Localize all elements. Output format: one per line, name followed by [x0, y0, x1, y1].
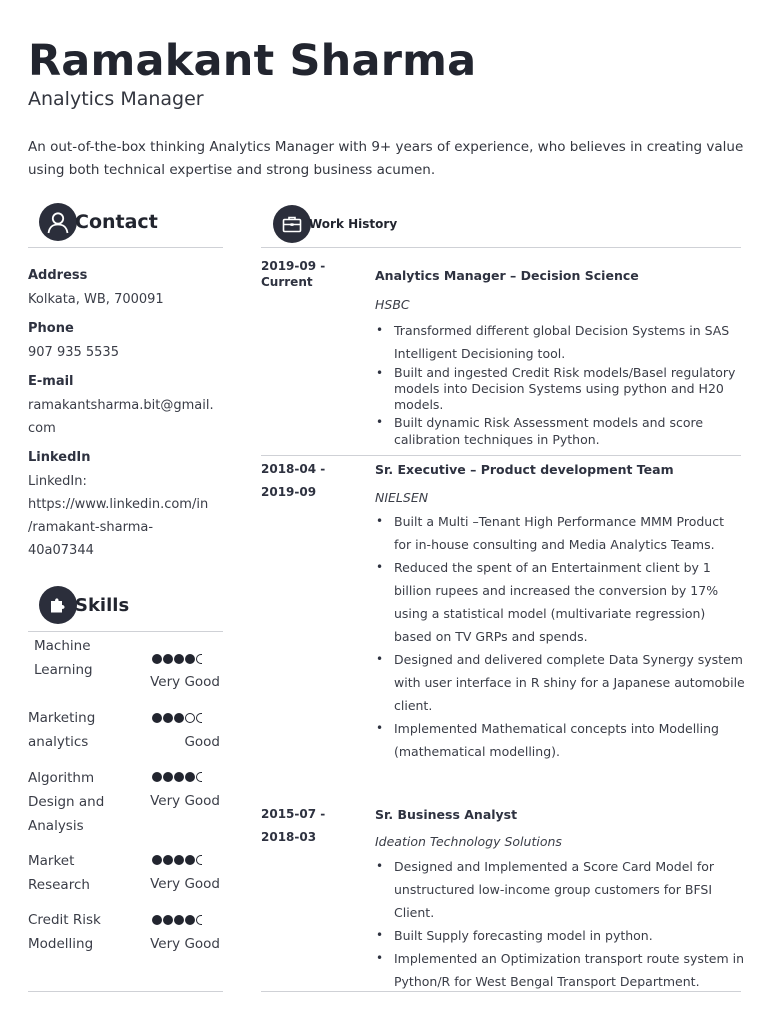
contact-heading [39, 203, 158, 241]
job-bullet: • Transformed different global Decision Systems in SAS Intelligent Decisioning tool. [375, 319, 745, 365]
rating-dot-filled [174, 915, 184, 925]
job-bullet: • Designed and delivered complete Data Synergy system with user interface in R shiny for a Japanese automobile client. [375, 648, 745, 717]
rating-dot-empty [196, 855, 202, 865]
job-bullet: • Built Supply forecasting model in python. [375, 924, 745, 947]
job-title: Sr. Business Analyst [375, 807, 518, 822]
skill-rating [152, 651, 203, 666]
skill-name [34, 634, 93, 682]
skill-name-line: Modelling [28, 936, 94, 952]
job-date-end: Current [261, 275, 313, 289]
skill-level: Good [184, 734, 220, 750]
skill-name-line: analytics [28, 734, 89, 750]
skills-heading [39, 586, 129, 624]
rating-dot-empty [196, 915, 202, 925]
skill-name-line: Marketing [28, 710, 96, 726]
job-bullet: • Implemented an Optimization transport route system in Python/R for West Bengal Transport Department. [375, 947, 745, 993]
skill-level: Very Good [150, 876, 220, 892]
job-bullet: • Reduced the spent of an Entertainment client by 1 billion rupees and increased the conversion by 17% using a statistical model (multivariate regression) based on TV GRPs and spends. [375, 556, 745, 648]
rating-dot-filled [174, 855, 184, 865]
job-date-end: 2019-09 [261, 485, 317, 499]
contact-heading-label: Contact [75, 211, 158, 233]
rating-dot-filled [174, 713, 184, 723]
linkedin-line-1: LinkedIn: [28, 474, 87, 489]
skill-name-line: Credit Risk [28, 912, 101, 928]
job-bullet: • Designed and Implemented a Score Card Model for unstructured low-income group customers for BFSI Client. [375, 855, 745, 924]
job-bullet: • Built dynamic Risk Assessment models and score calibration techniques in Python. [375, 414, 745, 448]
skill-name [28, 766, 104, 838]
job-dates [261, 803, 351, 849]
rating-dot-filled [152, 915, 162, 925]
linkedin-line-3: /ramakant-sharma- [28, 520, 154, 535]
puzzle-icon [39, 586, 77, 624]
skill-name-line: Market [28, 853, 75, 869]
rating-dot-empty [196, 713, 202, 723]
skill-rating [152, 852, 203, 867]
skills-divider [28, 631, 223, 632]
job-bullet: • Built a Multi –Tenant High Performance MMM Product for in-house consulting and Media Analytics Teams. [375, 510, 745, 556]
job-bullets [375, 319, 745, 448]
skill-rating [152, 912, 203, 927]
email-value[interactable] [28, 394, 228, 440]
rating-dot-empty [196, 772, 202, 782]
skill-level: Very Good [150, 674, 220, 690]
skill-name [28, 849, 90, 897]
email-line-1: ramakantsharma.bit@gmail. [28, 398, 214, 413]
rating-dot-filled [163, 772, 173, 782]
rating-dot-filled [152, 713, 162, 723]
linkedin-line-2: https://www.linkedin.com/in [28, 497, 209, 512]
skill-name-line: Design and [28, 794, 105, 810]
email-label: E-mail [28, 374, 74, 389]
rating-dot-filled [163, 915, 173, 925]
job-bullets [375, 510, 745, 763]
job-bullets [375, 855, 745, 993]
rating-dot-filled [163, 654, 173, 664]
rating-dot-filled [152, 654, 162, 664]
skill-name-line: Machine [34, 638, 91, 654]
job-date-start: 2015-07 - [261, 807, 326, 821]
rating-dot-filled [174, 772, 184, 782]
skill-level: Very Good [150, 793, 220, 809]
skill-name-line: Analysis [28, 818, 84, 834]
rating-dot-empty [185, 713, 195, 723]
rating-dot-filled [152, 772, 162, 782]
skill-rating [152, 710, 203, 725]
job-dates [261, 458, 351, 504]
skill-name-line: Algorithm [28, 770, 95, 786]
rating-dot-filled [185, 855, 195, 865]
rating-dot-filled [185, 654, 195, 664]
job-dates [261, 258, 351, 290]
address-label: Address [28, 268, 88, 283]
skill-name-line: Research [28, 877, 90, 893]
skill-rating [152, 769, 203, 784]
candidate-title: Analytics Manager [28, 88, 204, 110]
work-history-divider [261, 247, 741, 248]
rating-dot-filled [185, 915, 195, 925]
candidate-name: Ramakant Sharma [28, 36, 477, 86]
rating-dot-filled [185, 772, 195, 782]
rating-dot-filled [152, 855, 162, 865]
job-bullet: • Implemented Mathematical concepts into Modelling (mathematical modelling). [375, 717, 745, 763]
rating-dot-filled [163, 713, 173, 723]
job-title: Sr. Executive – Product development Team [375, 462, 674, 477]
skill-name [28, 706, 95, 754]
job-date-start: 2018-04 - [261, 462, 326, 476]
address-value: Kolkata, WB, 700091 [28, 292, 164, 307]
rating-dot-filled [174, 654, 184, 664]
rating-dot-filled [163, 855, 173, 865]
job-company: Ideation Technology Solutions [375, 834, 562, 849]
skill-name-line: Learning [34, 662, 93, 678]
linkedin-value[interactable] [28, 470, 228, 562]
phone-label: Phone [28, 321, 74, 336]
job-company: NIELSEN [375, 490, 429, 505]
rating-dot-empty [196, 654, 202, 664]
job-bullet: • Built and ingested Credit Risk models/Basel regulatory models into Decision Systems using python and H20 models. [375, 365, 745, 413]
skills-heading-label: Skills [75, 594, 130, 616]
skill-level: Very Good [150, 936, 220, 952]
contact-divider [28, 247, 223, 248]
job-divider [261, 455, 741, 456]
email-line-2: com [28, 421, 56, 436]
phone-value: 907 935 5535 [28, 345, 119, 360]
job-date-start: 2019-09 - [261, 259, 326, 273]
linkedin-line-4: 40a07344 [28, 543, 94, 558]
briefcase-icon [273, 205, 311, 243]
work-history-bottom-divider [261, 991, 741, 992]
job-company: HSBC [375, 297, 410, 312]
skills-bottom-divider [28, 991, 223, 992]
person-icon [39, 203, 77, 241]
skill-name [28, 908, 101, 956]
work-history-heading [273, 205, 397, 243]
profile-summary: An out-of-the-box thinking Analytics Manager with 9+ years of experience, who believes in creating value using both technical expertise and strong business acumen. [28, 139, 744, 178]
job-date-end: 2018-03 [261, 830, 317, 844]
work-history-heading-label: Work History [309, 217, 398, 231]
job-title: Analytics Manager – Decision Science [375, 268, 639, 283]
linkedin-label: LinkedIn [28, 450, 91, 465]
